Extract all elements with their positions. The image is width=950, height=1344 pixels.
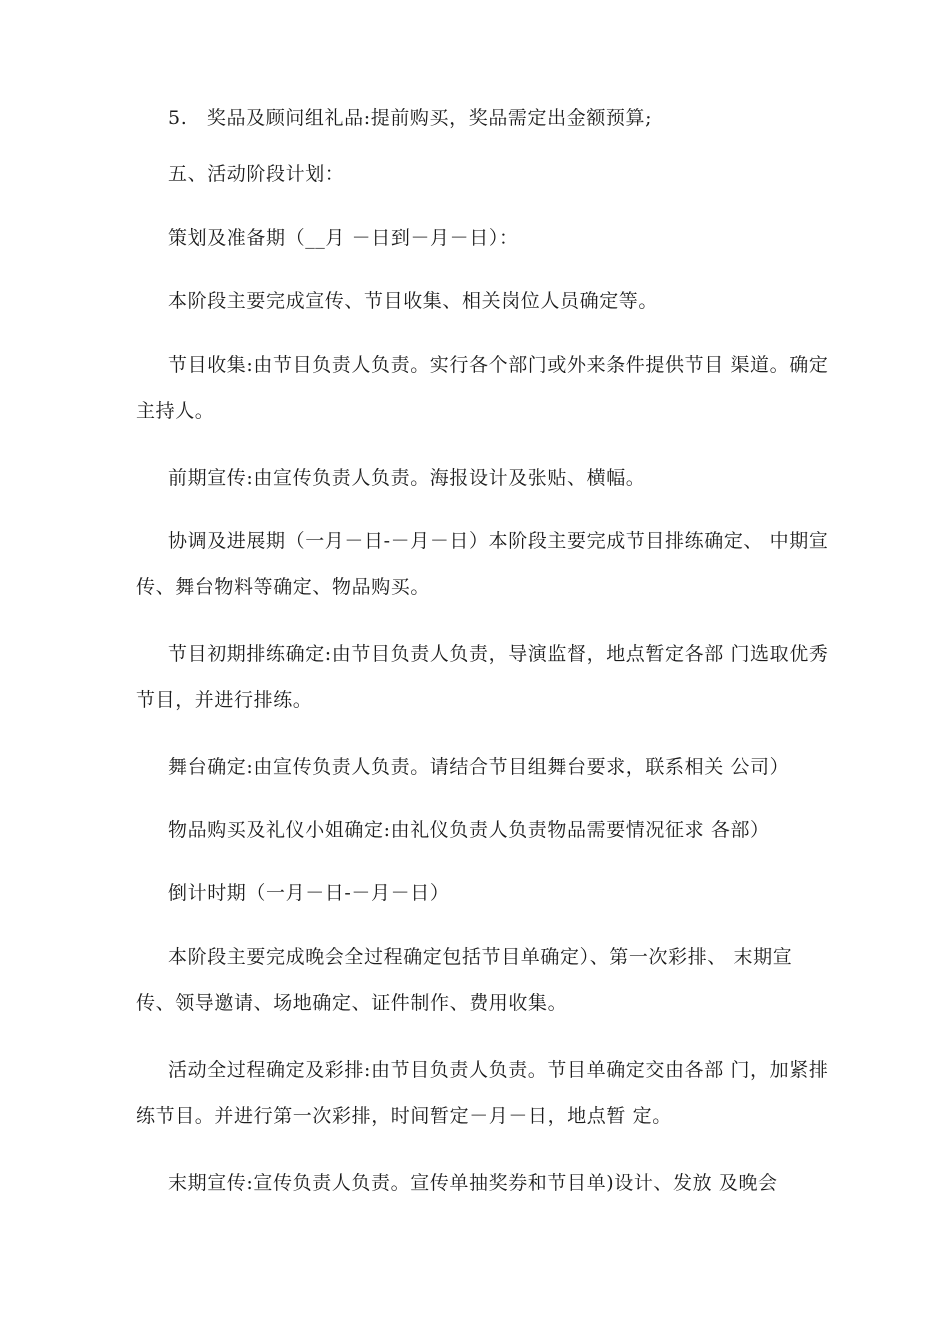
section-heading-activity-plan: 五、活动阶段计划： (168, 163, 345, 185)
paragraph-purchasing: 物品购买及礼仪小姐确定:由礼仪负责人负责物品需要情况征求 各部） (168, 819, 770, 841)
paragraph-late-publicity: 末期宣传:宣传负责人负责。宣传单抽奖券和节目单)设计、发放 及晚会 (168, 1172, 778, 1194)
paragraph-final-stage-tasks: 本阶段主要完成晚会全过程确定包括节目单确定）、第一次彩排、 末期宣传、领导邀请、场地确定、证件制作、费用收集。 (136, 946, 793, 1014)
paragraph-planning-period: 策划及准备期（__月 －日到－月－日）： (168, 227, 519, 249)
paragraph-program-collection: 节目收集:由节目负责人负责。实行各个部门或外来条件提供节目 渠道。确定主持人。 (136, 354, 829, 422)
paragraph-stage-confirm: 舞台确定:由宣传负责人负责。请结合节目组舞台要求，联系相关 公司） (168, 756, 790, 778)
paragraph-coordination-period: 协调及进展期（一月－日-－月－日）本阶段主要完成节目排练确定、 中期宣传、舞台物料等确定、物品购买。 (136, 530, 829, 598)
paragraph-early-publicity: 前期宣传:由宣传负责人负责。海报设计及张贴、横幅。 (168, 467, 646, 489)
paragraph-rehearsal-confirm: 节目初期排练确定:由节目负责人负责，导演监督，地点暂定各部 门选取优秀节目，并进行排练。 (136, 643, 829, 711)
paragraph-countdown-period: 倒计时期（一月－日-－月－日） (168, 882, 450, 904)
paragraph-full-process-rehearsal: 活动全过程确定及彩排:由节目负责人负责。节目单确定交由各部 门，加紧排练节目。并进行第一次彩排，时间暂定－月－日，地点暂 定。 (136, 1059, 829, 1127)
paragraph-prizes: 5. 奖品及顾问组礼品:提前购买，奖品需定出金额预算; (168, 107, 653, 129)
paragraph-stage-tasks: 本阶段主要完成宣传、节目收集、相关岗位人员确定等。 (168, 290, 659, 312)
